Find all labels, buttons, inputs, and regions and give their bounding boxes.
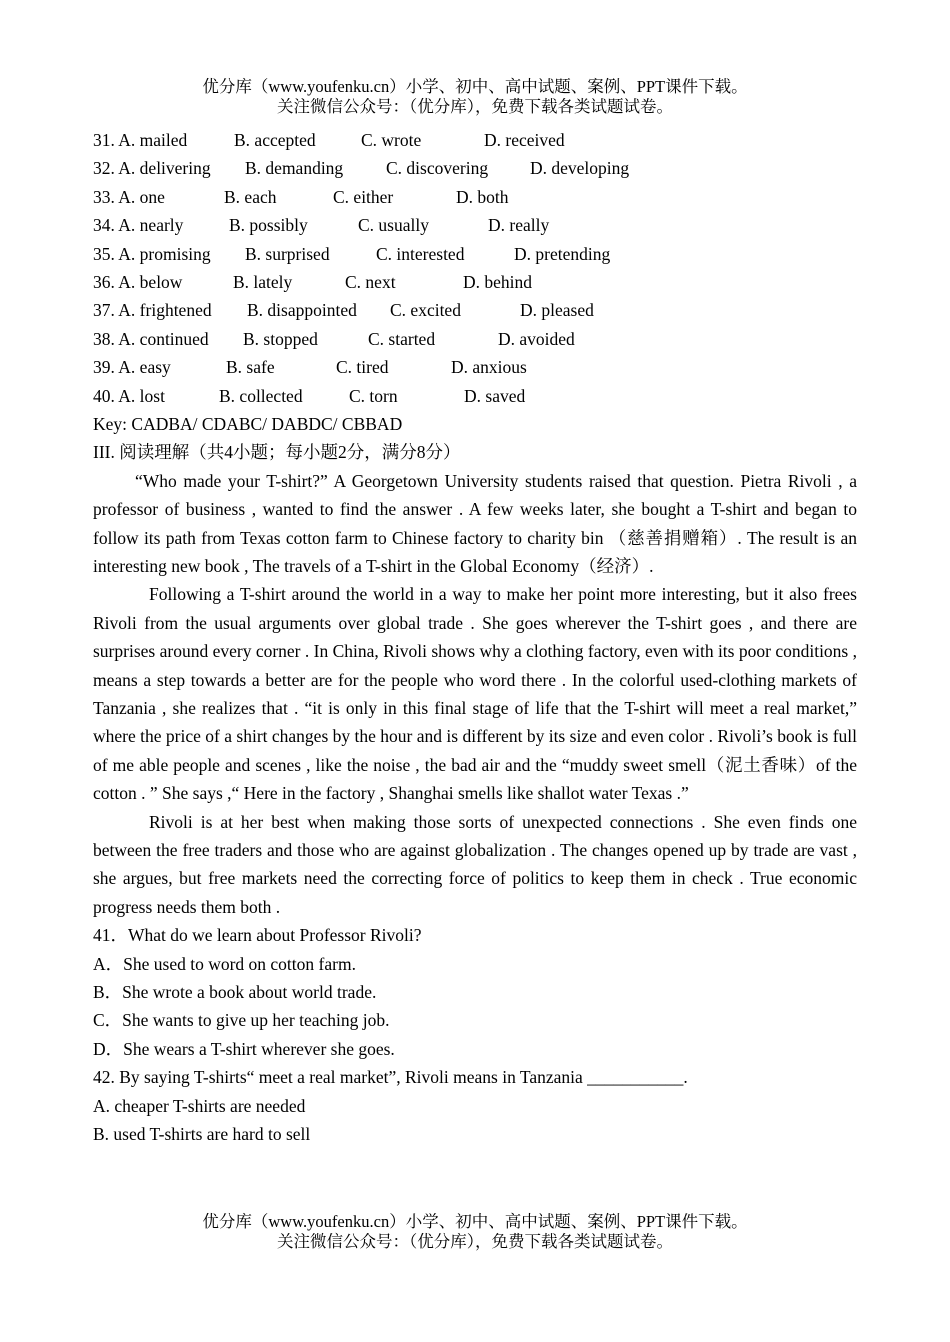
passage-paragraph-1: “Who made your T-shirt?” A Georgetown University students raised that question. Pietra Rivoli , a professor of business , wanted to find the answer . A few weeks later, she bought a T-shirt and began to follow its path from Texas cotton farm to Chinese factory to charity bin （慈善捐赠箱）. The result is an interesting new book , The travels of a T-shirt in the Global Economy（经济）. bbox=[93, 470, 857, 576]
option-b: B. possibly bbox=[229, 215, 308, 236]
option-row-38 bbox=[93, 325, 857, 353]
option-a: 39. A. easy bbox=[93, 357, 171, 378]
option-c: C. next bbox=[345, 271, 396, 292]
page-footer bbox=[0, 1212, 950, 1252]
option-b: B. lately bbox=[233, 271, 293, 292]
option-row-39 bbox=[93, 353, 857, 381]
page-content bbox=[93, 126, 857, 1148]
header-line-1: 优分库（www.youfenku.cn）小学、初中、高中试题、案例、PPT课件下载。 bbox=[202, 77, 748, 96]
option-c: C. excited bbox=[390, 300, 461, 321]
option-row-35 bbox=[93, 240, 857, 268]
passage-paragraph-3: Rivoli is at her best when making those sorts of unexpected connections . She even finds one between the free traders and those who are against globalization . The changes opened up by trade are vast , she argues, but free markets need the correcting force of politics to keep them in check . True economic progress needs them both . bbox=[93, 811, 857, 917]
option-d: D. pretending bbox=[514, 243, 611, 264]
footer-line-1: 优分库（www.youfenku.cn）小学、初中、高中试题、案例、PPT课件下载。 bbox=[202, 1212, 748, 1231]
option-b: B. surprised bbox=[245, 243, 330, 264]
option-d: D. anxious bbox=[451, 357, 527, 378]
page-header bbox=[0, 77, 950, 117]
option-a: 34. A. nearly bbox=[93, 215, 184, 236]
option-b: B. accepted bbox=[234, 130, 316, 150]
option-a: 31. A. mailed bbox=[93, 130, 188, 150]
option-c: C. discovering bbox=[386, 158, 489, 179]
option-a: 37. A. frightened bbox=[93, 300, 212, 321]
footer-line-2: 关注微信公众号：（优分库），免费下载各类试题试卷。 bbox=[277, 1232, 673, 1251]
option-c: C. torn bbox=[349, 385, 398, 406]
answer-key: Key: CADBA/ CDABC/ DABDC/ CBBAD bbox=[93, 413, 403, 434]
question-41-option-c: C．She wants to give up her teaching job. bbox=[93, 1010, 390, 1031]
question-41-option-a: A．She used to word on cotton farm. bbox=[93, 953, 356, 974]
option-c: C. started bbox=[368, 328, 436, 349]
option-a: 38. A. continued bbox=[93, 328, 209, 349]
option-b: B. demanding bbox=[245, 158, 344, 179]
question-42-option-a: A. cheaper T-shirts are needed bbox=[93, 1095, 306, 1116]
option-row-32 bbox=[93, 154, 857, 182]
option-d: D. really bbox=[488, 215, 550, 236]
option-b: B. stopped bbox=[243, 328, 318, 349]
option-b: B. collected bbox=[219, 385, 303, 406]
option-c: C. interested bbox=[376, 243, 465, 264]
option-b: B. disappointed bbox=[247, 300, 357, 321]
option-d: D. developing bbox=[530, 158, 630, 179]
option-d: D. saved bbox=[464, 385, 526, 406]
option-c: C. either bbox=[333, 186, 394, 207]
section-title: III. 阅读理解（共4小题；每小题2分，满分8分） bbox=[93, 442, 461, 463]
option-c: C. tired bbox=[336, 357, 389, 378]
option-a: 33. A. one bbox=[93, 186, 165, 207]
option-a: 32. A. delivering bbox=[93, 158, 211, 179]
option-d: D. pleased bbox=[520, 300, 594, 321]
question-41-option-b: B．She wrote a book about world trade. bbox=[93, 981, 377, 1002]
option-b: B. each bbox=[224, 186, 277, 207]
question-42-stem: 42. By saying T-shirts“ meet a real market”, Rivoli means in Tanzania ___________. bbox=[93, 1067, 688, 1088]
option-d: D. behind bbox=[463, 271, 533, 292]
option-c: C. wrote bbox=[361, 130, 422, 150]
question-42-option-b: B. used T-shirts are hard to sell bbox=[93, 1123, 311, 1144]
option-c: C. usually bbox=[358, 215, 429, 236]
option-row-37 bbox=[93, 296, 857, 324]
passage-paragraph-2: Following a T-shirt around the world in a way to make her point more interesting, but it also frees Rivoli from the usual arguments over global trade . She goes wherever the T-shirt goes , and there are surprises around every corner . In China, Rivoli shows why a clothing factory, even with its poor conditions , means a step towards a better are for the people who word there . In the colorful used-clothing markets of Tanzania , she realizes that . “it is only in this final stage of life that the T-shirt will meet a real market,” where the price of a shirt changes by the hour and is different by its size and even color . Rivoli’s book is full of me able people and scenes , like the noise , the bad air and the “muddy sweet smell（泥土香味）of the cotton . ” She says ,“ Here in the factory , Shanghai smells like shallot water Texas .” bbox=[93, 584, 857, 804]
option-row-31 bbox=[93, 126, 857, 154]
option-a: 40. A. lost bbox=[93, 385, 165, 406]
option-row-34 bbox=[93, 211, 857, 239]
option-row-36 bbox=[93, 268, 857, 296]
option-a: 35. A. promising bbox=[93, 243, 211, 264]
question-41-option-d: D．She wears a T-shirt wherever she goes. bbox=[93, 1038, 395, 1059]
option-d: D. both bbox=[456, 186, 509, 207]
header-line-2: 关注微信公众号：（优分库），免费下载各类试题试卷。 bbox=[277, 97, 673, 116]
option-row-40 bbox=[93, 382, 857, 410]
option-a: 36. A. below bbox=[93, 271, 183, 292]
question-41-stem: 41．What do we learn about Professor Rivoli? bbox=[93, 925, 422, 946]
option-d: D. received bbox=[484, 130, 565, 150]
option-d: D. avoided bbox=[498, 328, 575, 349]
option-b: B. safe bbox=[226, 357, 275, 378]
option-row-33 bbox=[93, 183, 857, 211]
